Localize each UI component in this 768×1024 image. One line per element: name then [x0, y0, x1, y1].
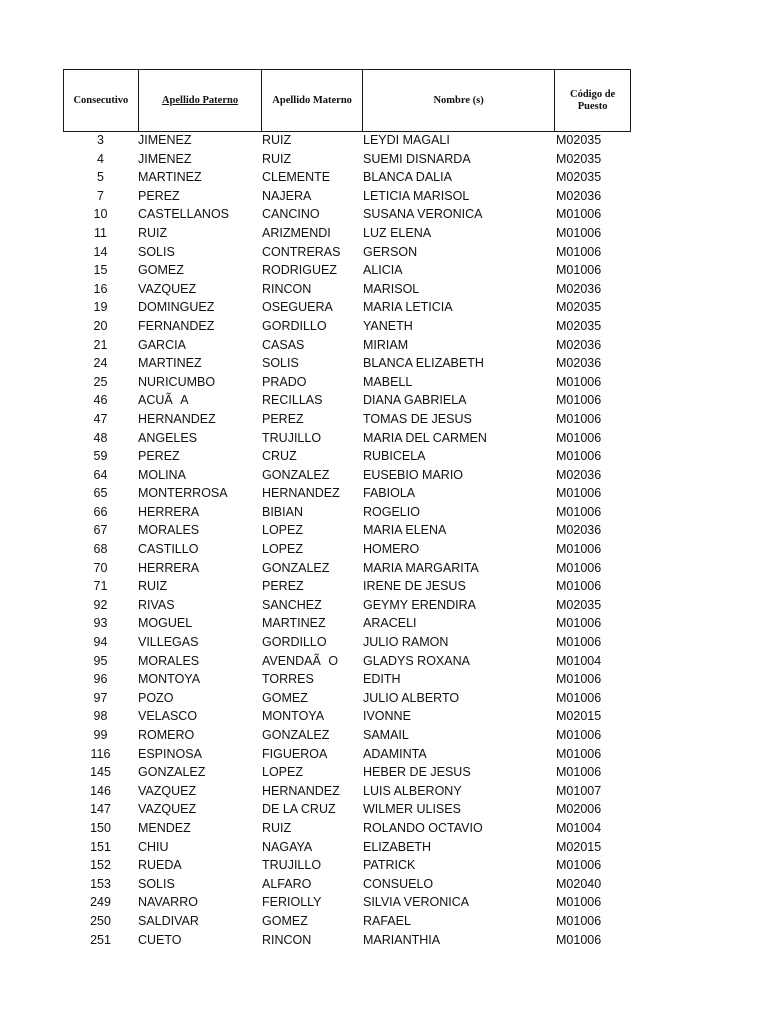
cell-apellido-paterno: MENDEZ	[138, 820, 191, 835]
cell-apellido-paterno: POZO	[138, 690, 174, 705]
cell-consecutivo: 147	[90, 802, 111, 817]
cell-apellido-materno: SOLIS	[262, 356, 299, 371]
cell-codigo-puesto: M01006	[556, 728, 602, 742]
cell-codigo-puesto: M02015	[556, 709, 602, 724]
cell-nombre: LUZ ELENA	[363, 225, 432, 240]
cell-codigo-puesto: M01006	[556, 504, 602, 519]
table-row	[63, 354, 631, 373]
cell-apellido-paterno: PEREZ	[138, 449, 180, 464]
cell-apellido-paterno: GARCIA	[138, 337, 186, 352]
cell-apellido-materno: TRUJILLO	[262, 430, 322, 445]
cell-apellido-paterno: MARTINEZ	[138, 356, 202, 371]
table-row	[63, 131, 631, 150]
cell-apellido-paterno: MORALES	[138, 523, 200, 538]
cell-consecutivo: 47	[93, 411, 108, 426]
table-row	[63, 336, 631, 355]
header-codigo-line2: Puesto	[577, 100, 608, 112]
cell-nombre: IVONNE	[363, 709, 411, 724]
cell-codigo-puesto: M01006	[556, 542, 602, 557]
table-row	[63, 187, 631, 206]
cell-nombre: MARISOL	[363, 281, 420, 296]
cell-codigo-puesto: M01006	[556, 374, 602, 389]
cell-apellido-paterno: HERRERA	[138, 560, 200, 575]
cell-nombre: TOMAS DE JESUS	[363, 411, 472, 426]
cell-nombre: SUSANA VERONICA	[363, 207, 483, 222]
table-body	[63, 131, 631, 949]
table-row	[63, 150, 631, 169]
cell-apellido-materno: CLEMENTE	[262, 170, 331, 185]
cell-codigo-puesto: M01006	[556, 579, 602, 594]
table-row	[63, 466, 631, 485]
table-row	[63, 745, 631, 764]
cell-nombre: ALICIA	[363, 263, 403, 278]
cell-apellido-paterno: GONZALEZ	[138, 765, 206, 780]
cell-consecutivo: 95	[93, 653, 108, 668]
cell-consecutivo: 150	[90, 820, 111, 835]
cell-consecutivo: 21	[93, 337, 108, 352]
cell-apellido-materno: ALFARO	[262, 876, 312, 891]
table-row	[63, 298, 631, 317]
cell-codigo-puesto: M02035	[556, 597, 602, 612]
cell-nombre: RUBICELA	[363, 449, 426, 464]
cell-consecutivo: 24	[93, 356, 108, 371]
cell-codigo-puesto: M01006	[556, 895, 602, 910]
cell-apellido-paterno: VAZQUEZ	[138, 783, 197, 798]
cell-apellido-paterno: CHIU	[138, 839, 169, 854]
cell-codigo-puesto: M02015	[556, 839, 602, 854]
cell-nombre: ROLANDO OCTAVIO	[363, 820, 483, 835]
cell-apellido-materno: HERNANDEZ	[262, 783, 340, 798]
cell-nombre: HEBER DE JESUS	[363, 765, 471, 780]
cell-apellido-materno: CONTRERAS	[262, 244, 341, 259]
cell-apellido-paterno: SOLIS	[138, 876, 175, 891]
header-apellido-materno-label: Apellido Materno	[272, 94, 352, 106]
cell-apellido-paterno: VAZQUEZ	[138, 802, 197, 817]
cell-codigo-puesto: M01007	[556, 783, 602, 798]
table-row	[63, 503, 631, 522]
cell-apellido-materno: PEREZ	[262, 579, 304, 594]
cell-codigo-puesto: M02036	[556, 356, 602, 371]
cell-apellido-materno: PRADO	[262, 374, 307, 389]
cell-apellido-materno: GORDILLO	[262, 635, 327, 650]
table-row	[63, 893, 631, 912]
cell-nombre: ARACELI	[363, 616, 417, 631]
cell-consecutivo: 3	[97, 133, 104, 147]
cell-consecutivo: 251	[90, 932, 111, 947]
table-row	[63, 633, 631, 652]
cell-codigo-puesto: M01006	[556, 932, 602, 947]
cell-nombre: HOMERO	[363, 542, 420, 557]
cell-consecutivo: 48	[93, 430, 108, 445]
cell-apellido-materno: RUIZ	[262, 820, 292, 835]
cell-consecutivo: 93	[93, 616, 108, 631]
cell-apellido-paterno: ANGELES	[138, 430, 198, 445]
cell-codigo-puesto: M01006	[556, 635, 602, 650]
table-row	[63, 875, 631, 894]
cell-apellido-materno: GONZALEZ	[262, 560, 330, 575]
table-row	[63, 912, 631, 931]
table-row	[63, 614, 631, 633]
cell-nombre: SAMAIL	[363, 728, 409, 742]
cell-consecutivo: 96	[93, 672, 108, 687]
cell-nombre: MIRIAM	[363, 337, 409, 352]
cell-consecutivo: 250	[90, 913, 111, 928]
cell-apellido-materno: FERIOLLY	[262, 895, 322, 910]
cell-codigo-puesto: M02036	[556, 188, 602, 203]
cell-apellido-materno: LOPEZ	[262, 765, 303, 780]
cell-apellido-paterno: RUEDA	[138, 858, 182, 873]
cell-codigo-puesto: M01006	[556, 449, 602, 464]
cell-apellido-paterno: ROMERO	[138, 728, 195, 742]
cell-consecutivo: 65	[93, 486, 108, 501]
cell-apellido-materno: DE LA CRUZ	[262, 802, 336, 817]
cell-consecutivo: 25	[93, 374, 108, 389]
cell-nombre: MARIA DEL CARMEN	[363, 430, 487, 445]
cell-consecutivo: 46	[93, 393, 108, 408]
header-nombre	[363, 70, 555, 131]
cell-consecutivo: 68	[93, 542, 108, 557]
cell-nombre: MARIA ELENA	[363, 523, 447, 538]
cell-apellido-materno: NAGAYA	[262, 839, 313, 854]
cell-apellido-materno: SANCHEZ	[262, 597, 322, 612]
cell-codigo-puesto: M01006	[556, 430, 602, 445]
cell-apellido-materno: GONZALEZ	[262, 728, 330, 742]
cell-nombre: SUEMI DISNARDA	[363, 151, 471, 166]
cell-apellido-materno: CASAS	[262, 337, 305, 352]
cell-apellido-paterno: VAZQUEZ	[138, 281, 197, 296]
cell-codigo-puesto: M01004	[556, 653, 602, 668]
cell-nombre: MARIANTHIA	[363, 932, 441, 947]
cell-apellido-paterno: RIVAS	[138, 597, 175, 612]
cell-consecutivo: 116	[90, 746, 111, 761]
cell-codigo-puesto: M01006	[556, 765, 602, 780]
cell-codigo-puesto: M01004	[556, 820, 602, 835]
cell-consecutivo: 16	[93, 281, 108, 296]
cell-apellido-paterno: VILLEGAS	[138, 635, 199, 650]
cell-codigo-puesto: M01006	[556, 616, 602, 631]
cell-nombre: GEYMY ERENDIRA	[363, 597, 476, 612]
table-row	[63, 447, 631, 466]
cell-apellido-paterno: CUETO	[138, 932, 182, 947]
table-row	[63, 540, 631, 559]
cell-codigo-puesto: M02035	[556, 170, 602, 185]
cell-consecutivo: 19	[93, 300, 108, 315]
cell-apellido-materno: RINCON	[262, 281, 312, 296]
cell-apellido-materno: HERNANDEZ	[262, 486, 340, 501]
cell-consecutivo: 146	[90, 783, 111, 798]
cell-codigo-puesto: M01006	[556, 560, 602, 575]
table-row	[63, 484, 631, 503]
header-apellido-paterno-label: Apellido Paterno	[161, 94, 239, 106]
cell-apellido-paterno: JIMENEZ	[138, 133, 192, 147]
cell-apellido-materno: CANCINO	[262, 207, 320, 222]
cell-apellido-paterno: SOLIS	[138, 244, 175, 259]
cell-consecutivo: 71	[93, 579, 108, 594]
cell-nombre: WILMER ULISES	[363, 802, 461, 817]
table-row	[63, 800, 631, 819]
table-row	[63, 317, 631, 336]
table-row	[63, 819, 631, 838]
cell-codigo-puesto: M02035	[556, 300, 602, 315]
cell-nombre: GLADYS ROXANA	[363, 653, 470, 668]
cell-apellido-materno: MARTINEZ	[262, 616, 326, 631]
cell-consecutivo: 14	[93, 244, 108, 259]
cell-codigo-puesto: M01006	[556, 672, 602, 687]
cell-apellido-paterno: MONTERROSA	[138, 486, 228, 501]
cell-nombre: MARIA MARGARITA	[363, 560, 479, 575]
cell-consecutivo: 151	[90, 839, 111, 854]
table-row	[63, 224, 631, 243]
cell-nombre: IRENE DE JESUS	[363, 579, 466, 594]
cell-nombre: YANETH	[363, 318, 413, 333]
cell-nombre: FABIOLA	[363, 486, 416, 501]
cell-nombre: MARIA LETICIA	[363, 300, 453, 315]
cell-codigo-puesto: M01006	[556, 858, 602, 873]
cell-codigo-puesto: M01006	[556, 225, 602, 240]
table-row	[63, 205, 631, 224]
cell-nombre: GERSON	[363, 244, 418, 259]
cell-consecutivo: 97	[93, 690, 108, 705]
cell-apellido-paterno: NAVARRO	[138, 895, 198, 910]
cell-apellido-materno: NAJERA	[262, 188, 312, 203]
table-row	[63, 243, 631, 262]
cell-codigo-puesto: M02035	[556, 133, 602, 147]
cell-consecutivo: 5	[97, 170, 104, 185]
cell-apellido-materno: RODRIGUEZ	[262, 263, 337, 278]
cell-consecutivo: 94	[93, 635, 108, 650]
table-row	[63, 559, 631, 578]
table-row	[63, 856, 631, 875]
cell-codigo-puesto: M02036	[556, 467, 602, 482]
table-row	[63, 429, 631, 448]
cell-nombre: EDITH	[363, 672, 401, 687]
cell-nombre: JULIO ALBERTO	[363, 690, 460, 705]
cell-codigo-puesto: M02036	[556, 281, 602, 296]
cell-apellido-materno: RINCON	[262, 932, 312, 947]
cell-apellido-paterno: ESPINOSA	[138, 746, 202, 761]
cell-codigo-puesto: M01006	[556, 486, 602, 501]
cell-consecutivo: 67	[93, 523, 108, 538]
cell-apellido-paterno: PEREZ	[138, 188, 180, 203]
cell-nombre: EUSEBIO MARIO	[363, 467, 464, 482]
cell-nombre: BLANCA DALIA	[363, 170, 452, 185]
cell-codigo-puesto: M02036	[556, 337, 602, 352]
table-row	[63, 763, 631, 782]
cell-nombre: LUIS ALBERONY	[363, 783, 462, 798]
cell-codigo-puesto: M01006	[556, 393, 602, 408]
table-row	[63, 521, 631, 540]
cell-apellido-materno: GOMEZ	[262, 913, 308, 928]
cell-nombre: ELIZABETH	[363, 839, 432, 854]
cell-consecutivo: 4	[97, 151, 104, 166]
cell-apellido-paterno: HERNANDEZ	[138, 411, 216, 426]
table-row	[63, 391, 631, 410]
cell-nombre: LETICIA MARISOL	[363, 188, 470, 203]
cell-consecutivo: 70	[93, 560, 108, 575]
cell-apellido-materno: RUIZ	[262, 151, 292, 166]
cell-consecutivo: 152	[90, 858, 111, 873]
cell-apellido-paterno: HERRERA	[138, 504, 200, 519]
cell-apellido-materno: GONZALEZ	[262, 467, 330, 482]
cell-apellido-paterno: NURICUMBO	[138, 374, 216, 389]
cell-codigo-puesto: M01006	[556, 746, 602, 761]
cell-apellido-paterno: RUIZ	[138, 225, 168, 240]
cell-nombre: JULIO RAMON	[363, 635, 449, 650]
cell-consecutivo: 145	[90, 765, 111, 780]
cell-consecutivo: 20	[93, 318, 108, 333]
cell-apellido-materno: AVENDAÃO	[262, 653, 339, 668]
cell-apellido-paterno: VELASCO	[138, 709, 198, 724]
cell-codigo-puesto: M01006	[556, 411, 602, 426]
table-row	[63, 707, 631, 726]
cell-nombre: PATRICK	[363, 858, 416, 873]
cell-apellido-paterno: RUIZ	[138, 579, 168, 594]
cell-consecutivo: 98	[93, 709, 108, 724]
cell-apellido-materno: OSEGUERA	[262, 300, 333, 315]
cell-nombre: BLANCA ELIZABETH	[363, 356, 484, 371]
cell-consecutivo: 10	[93, 207, 108, 222]
cell-consecutivo: 92	[93, 597, 108, 612]
cell-codigo-puesto: M01006	[556, 244, 602, 259]
cell-apellido-materno: TRUJILLO	[262, 858, 322, 873]
cell-codigo-puesto: M01006	[556, 207, 602, 222]
cell-apellido-paterno: JIMENEZ	[138, 151, 192, 166]
cell-apellido-materno: CRUZ	[262, 449, 297, 464]
cell-consecutivo: 66	[93, 504, 108, 519]
header-nombre-label: Nombre (s)	[433, 94, 484, 106]
cell-nombre: SILVIA VERONICA	[363, 895, 470, 910]
cell-apellido-materno: GOMEZ	[262, 690, 308, 705]
cell-nombre: MABELL	[363, 374, 413, 389]
cell-apellido-paterno: MOLINA	[138, 467, 186, 482]
header-codigo-puesto	[555, 70, 630, 131]
table-row	[63, 261, 631, 280]
cell-apellido-paterno: ACUÃA	[138, 393, 189, 408]
cell-consecutivo: 59	[93, 449, 108, 464]
header-consecutivo	[64, 70, 139, 131]
table-row	[63, 410, 631, 429]
cell-apellido-materno: TORRES	[262, 672, 314, 687]
cell-nombre: RAFAEL	[363, 913, 411, 928]
cell-nombre: LEYDI MAGALI	[363, 133, 450, 147]
cell-codigo-puesto: M02040	[556, 876, 602, 891]
cell-consecutivo: 99	[93, 728, 108, 742]
cell-codigo-puesto: M02006	[556, 802, 602, 817]
table-row	[63, 652, 631, 671]
header-apellido-paterno	[139, 70, 263, 131]
cell-apellido-materno: MONTOYA	[262, 709, 325, 724]
cell-codigo-puesto: M02035	[556, 151, 602, 166]
cell-consecutivo: 7	[97, 188, 104, 203]
cell-consecutivo: 64	[93, 467, 108, 482]
header-codigo-line1: Código de	[570, 88, 616, 100]
table-row	[63, 168, 631, 187]
cell-apellido-materno: PEREZ	[262, 411, 304, 426]
table-row	[63, 931, 631, 950]
table-row	[63, 670, 631, 689]
cell-consecutivo: 15	[93, 263, 108, 278]
cell-nombre: DIANA GABRIELA	[363, 393, 467, 408]
table-row	[63, 596, 631, 615]
cell-codigo-puesto: M02036	[556, 523, 602, 538]
cell-nombre: ADAMINTA	[363, 746, 427, 761]
cell-apellido-paterno: GOMEZ	[138, 263, 184, 278]
table-row	[63, 280, 631, 299]
cell-codigo-puesto: M02035	[556, 318, 602, 333]
cell-nombre: ROGELIO	[363, 504, 420, 519]
cell-consecutivo: 153	[90, 876, 111, 891]
cell-apellido-paterno: MONTOYA	[138, 672, 201, 687]
cell-apellido-materno: BIBIAN	[262, 504, 303, 519]
cell-apellido-paterno: CASTELLANOS	[138, 207, 230, 222]
table-header	[63, 69, 631, 132]
table-row	[63, 373, 631, 392]
cell-apellido-materno: GORDILLO	[262, 318, 327, 333]
cell-apellido-paterno: SALDIVAR	[138, 913, 199, 928]
table-row	[63, 726, 631, 745]
table-row	[63, 838, 631, 857]
cell-apellido-paterno: FERNANDEZ	[138, 318, 215, 333]
cell-apellido-paterno: DOMINGUEZ	[138, 300, 215, 315]
table-row	[63, 577, 631, 596]
cell-apellido-materno: LOPEZ	[262, 542, 303, 557]
cell-apellido-materno: ARIZMENDI	[262, 225, 331, 240]
cell-codigo-puesto: M01006	[556, 263, 602, 278]
cell-apellido-materno: FIGUEROA	[262, 746, 328, 761]
cell-apellido-paterno: MORALES	[138, 653, 200, 668]
cell-nombre: CONSUELO	[363, 876, 434, 891]
cell-consecutivo: 249	[90, 895, 111, 910]
table-row	[63, 689, 631, 708]
cell-apellido-paterno: CASTILLO	[138, 542, 199, 557]
cell-apellido-paterno: MARTINEZ	[138, 170, 202, 185]
cell-codigo-puesto: M01006	[556, 913, 602, 928]
cell-apellido-paterno: MOGUEL	[138, 616, 193, 631]
cell-apellido-materno: RUIZ	[262, 133, 292, 147]
cell-apellido-materno: LOPEZ	[262, 523, 303, 538]
table-row	[63, 782, 631, 801]
header-apellido-materno	[262, 70, 363, 131]
cell-codigo-puesto: M01006	[556, 690, 602, 705]
header-consecutivo-label: Consecutivo	[73, 94, 129, 106]
cell-consecutivo: 11	[94, 225, 107, 240]
cell-apellido-materno: RECILLAS	[262, 393, 323, 408]
